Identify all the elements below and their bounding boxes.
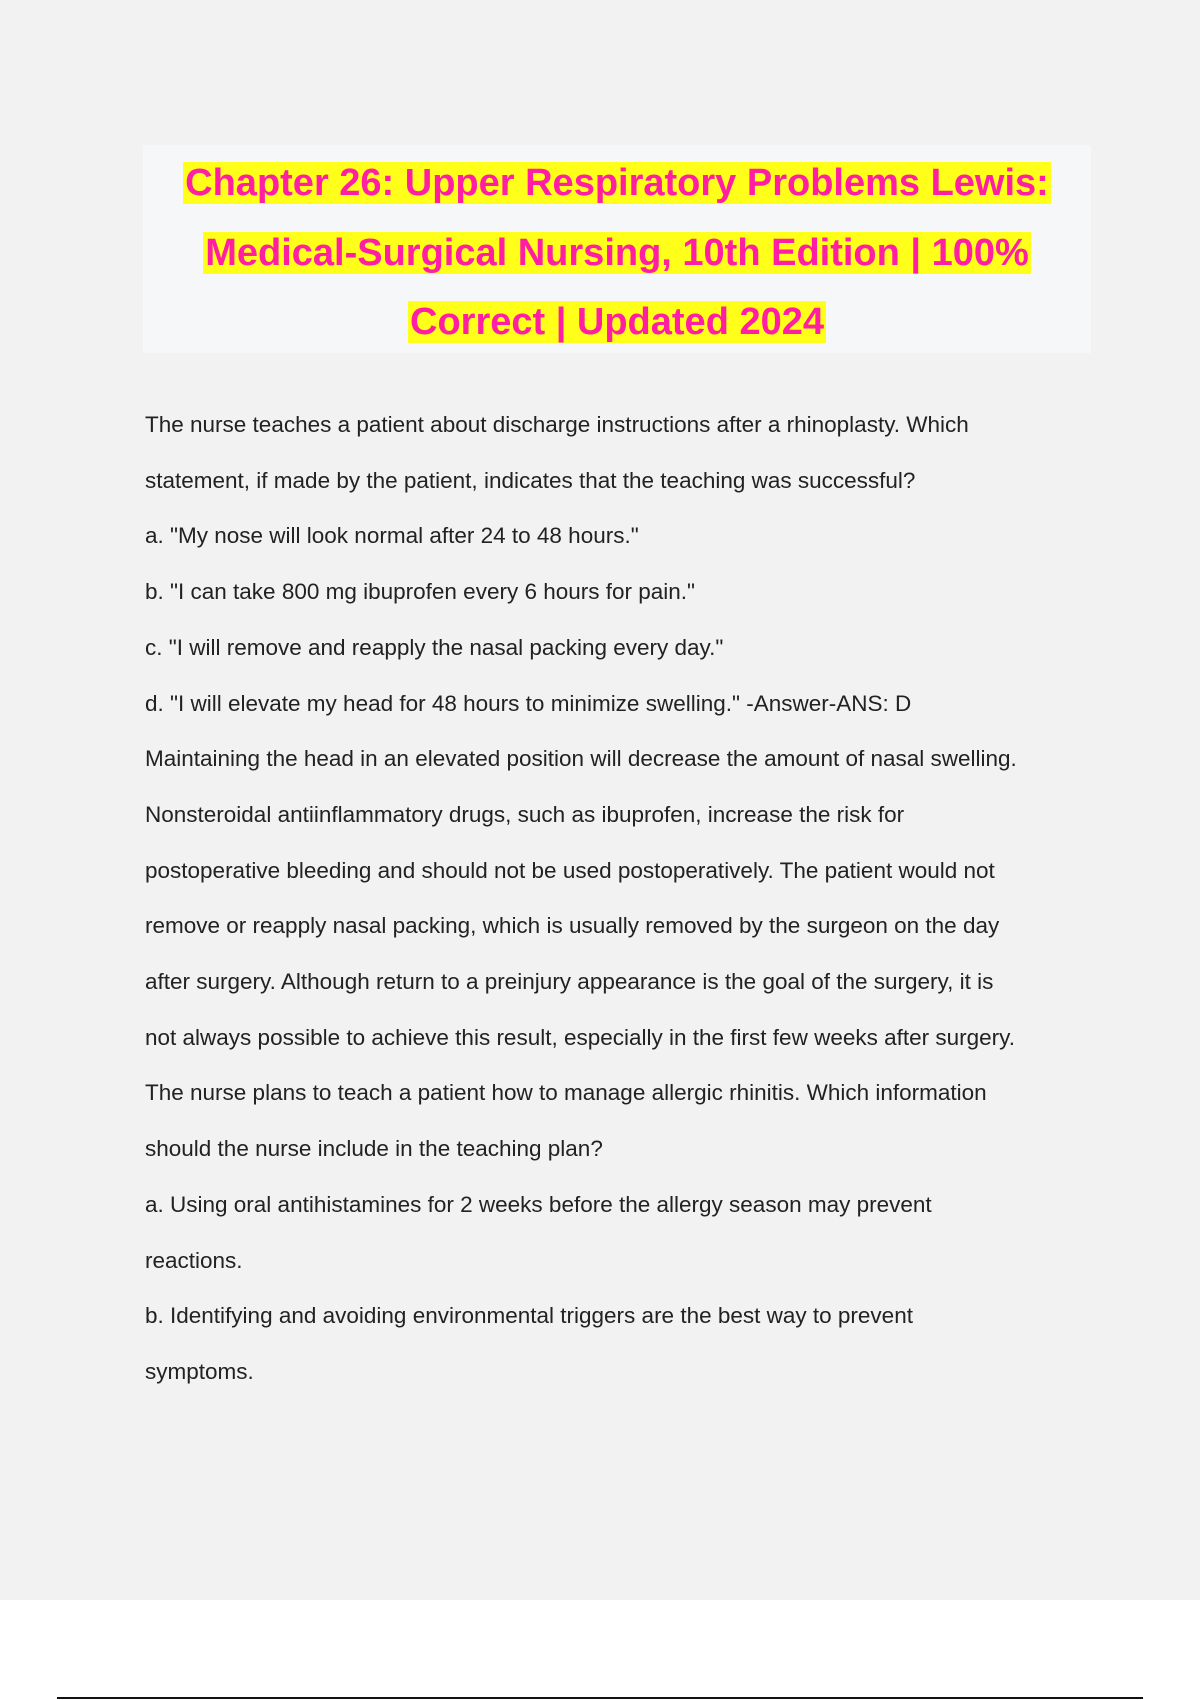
title-box bbox=[143, 145, 1091, 353]
body-line: remove or reapply nasal packing, which is usually removed by the surgeon on the day bbox=[145, 913, 1000, 939]
body-line: reactions. bbox=[145, 1247, 243, 1273]
body-line: symptoms. bbox=[145, 1358, 254, 1384]
body-line: not always possible to achieve this result, especially in the first few weeks after surgery. bbox=[145, 1024, 1015, 1050]
answer-option: b. Identifying and avoiding environmental triggers are the best way to prevent bbox=[145, 1303, 913, 1329]
body-line: should the nurse include in the teaching plan? bbox=[145, 1136, 603, 1162]
body-line: The nurse teaches a patient about discharge instructions after a rhinoplasty. Which bbox=[145, 412, 969, 437]
document-title bbox=[143, 145, 1091, 358]
title-highlight: Chapter 26: Upper Respiratory Problems Lewis: Medical-Surgical Nursing, 10th Edition | 100% Correct | Updated 2024 bbox=[185, 162, 1049, 343]
answer-option: d. "I will elevate my head for 48 hours to minimize swelling." -Answer-ANS: D bbox=[145, 690, 912, 716]
body-line: after surgery. Although return to a preinjury appearance is the goal of the surgery, it is bbox=[145, 969, 994, 995]
answer-option: a. Using oral antihistamines for 2 weeks before the allergy season may prevent bbox=[145, 1191, 932, 1217]
answer-option: a. "My nose will look normal after 24 to 48 hours." bbox=[145, 523, 639, 549]
body-line: Maintaining the head in an elevated position will decrease the amount of nasal swelling. bbox=[145, 746, 1017, 772]
body-line: The nurse plans to teach a patient how to manage allergic rhinitis. Which information bbox=[145, 1080, 987, 1106]
body-line: Nonsteroidal antiinflammatory drugs, such as ibuprofen, increase the risk for bbox=[145, 801, 905, 827]
answer-option: c. "I will remove and reapply the nasal packing every day." bbox=[145, 634, 724, 660]
body-line: statement, if made by the patient, indicates that the teaching was successful? bbox=[145, 467, 916, 493]
answer-option: b. "I can take 800 mg ibuprofen every 6 hours for pain." bbox=[145, 579, 696, 605]
document-body bbox=[145, 397, 1105, 1400]
body-line: postoperative bleeding and should not be used postoperatively. The patient would not bbox=[145, 857, 995, 883]
footer-divider bbox=[57, 1697, 1143, 1699]
